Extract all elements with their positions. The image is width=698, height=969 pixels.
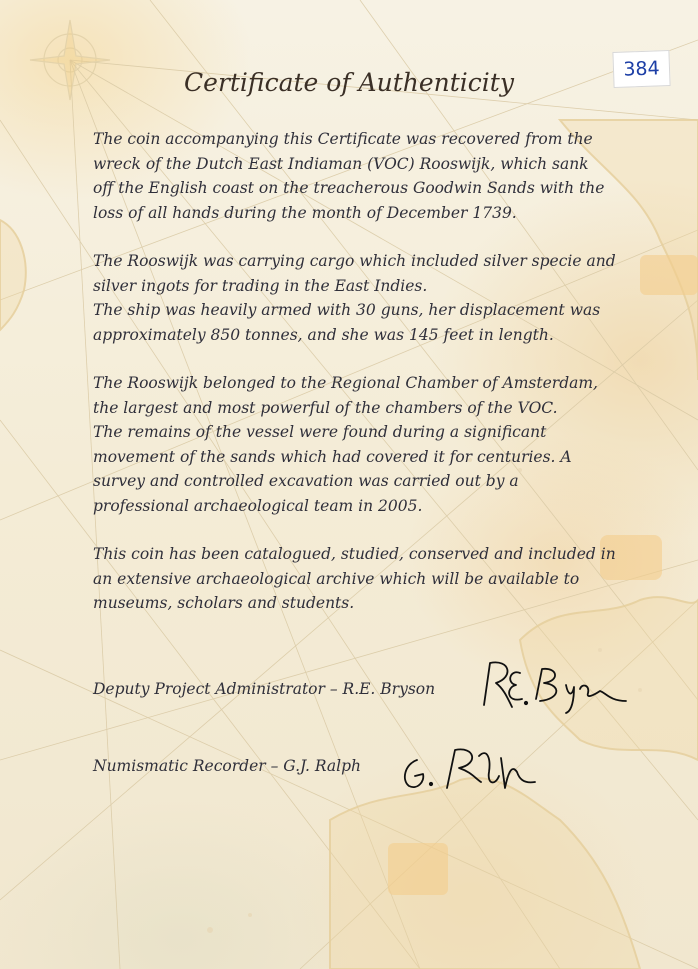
- text-line: movement of the sands which had covered it for centuries. A: [93, 447, 572, 466]
- certificate-title: Certificate of Authenticity: [184, 68, 514, 97]
- paragraph-history: [93, 371, 633, 518]
- text-line: The remains of the vessel were found during a significant: [93, 423, 547, 441]
- certificate-number-tag: 384: [612, 50, 670, 88]
- signature-bryson: [470, 655, 630, 715]
- text-line: The Rooswijk was carrying cargo which included silver specie and: [93, 252, 616, 270]
- paragraph-cargo: [93, 249, 633, 347]
- text-line: The ship was heavily armed with 30 guns, her displacement was: [93, 301, 601, 319]
- text-line: loss of all hands during the month of December 1739.: [93, 203, 517, 222]
- text-line: silver ingots for trading in the East Indies.: [93, 276, 428, 295]
- certificate-body: [93, 127, 633, 640]
- text-line: approximately 850 tonnes, and she was 145 feet in length.: [93, 325, 554, 344]
- text-line: off the English coast on the treacherous Goodwin Sands with the: [93, 179, 605, 197]
- text-line: an extensive archaeological archive which will be available to: [93, 569, 580, 588]
- text-line: The Rooswijk belonged to the Regional Chamber of Amsterdam,: [93, 374, 598, 392]
- paragraph-archive: [93, 542, 633, 616]
- text-line: wreck of the Dutch East Indiaman (VOC) Rooswijk, which sank: [93, 154, 589, 173]
- text-line: professional archaeological team in 2005.: [93, 496, 423, 515]
- signature-ralph: [395, 738, 545, 808]
- text-line: museums, scholars and students.: [93, 594, 355, 612]
- text-line: This coin has been catalogued, studied, conserved and included in: [93, 545, 616, 563]
- signatory-numismatic-recorder: Numismatic Recorder – G.J. Ralph: [93, 757, 362, 775]
- signatory-deputy-administrator: Deputy Project Administrator – R.E. Bryson: [93, 680, 436, 698]
- paragraph-recovery: [93, 127, 633, 225]
- text-line: The coin accompanying this Certificate was recovered from the: [93, 130, 593, 148]
- text-line: survey and controlled excavation was carried out by a: [93, 472, 519, 490]
- text-line: the largest and most powerful of the chambers of the VOC.: [93, 398, 558, 417]
